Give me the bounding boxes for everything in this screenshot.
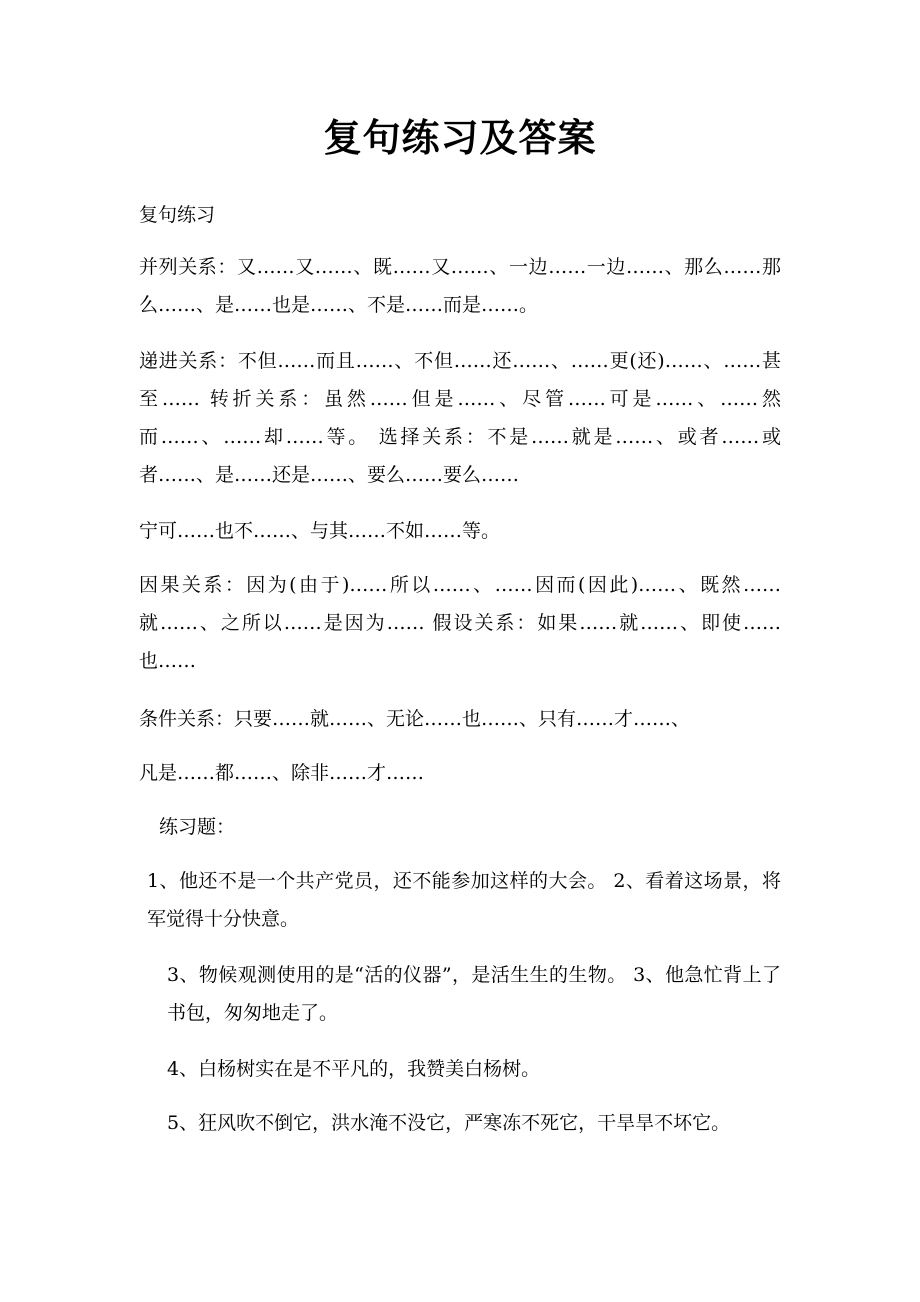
paragraph-conditional: 条件关系：只要……就……、无论……也……、只有……才……、 — [139, 708, 691, 730]
section-heading: 复句练习 — [139, 204, 216, 226]
exercise-item: 3、物候观测使用的是“活的仪器”，是活生生的生物。 3、他急忙背上了书包，匆匆地走了。 — [167, 964, 781, 1024]
exercise-item: 1、他还不是一个共产党员，还不能参加这样的大会。 2、看着这场景，将军觉得十分快意。 — [147, 870, 781, 930]
paragraph-parallel: 并列关系：又……又……、既……又……、一边……一边……、那么……那么……、是……也是……、不是……而是……。 — [139, 256, 781, 316]
paragraph-preference: 宁可……也不……、与其……不如……等。 — [139, 520, 501, 542]
document-title: 复句练习及答案 — [323, 115, 597, 160]
exercise-heading: 练习题： — [159, 816, 236, 838]
exercise-item: 4、白杨树实在是不平凡的，我赞美白杨树。 — [167, 1058, 541, 1080]
paragraph-conditional-cont: 凡是……都……、除非……才…… — [139, 762, 425, 784]
exercise-item: 5、狂风吹不倒它，洪水淹不没它，严寒冻不死它，干旱旱不坏它。 — [167, 1112, 731, 1134]
paragraph-progressive: 递进关系：不但……而且……、不但……还……、……更(还)……、……甚至…… 转折关系：虽然……但是……、尽管……可是……、……然而……、……却……等。 选择关系：不是……就是……、或者……或者……、是……还是……、要么……要么…… — [139, 350, 781, 486]
paragraph-causal: 因果关系：因为(由于)……所以……、……因而(因此)……、既然……就……、之所以……是因为…… 假设关系：如果……就……、即使……也…… — [139, 574, 781, 672]
